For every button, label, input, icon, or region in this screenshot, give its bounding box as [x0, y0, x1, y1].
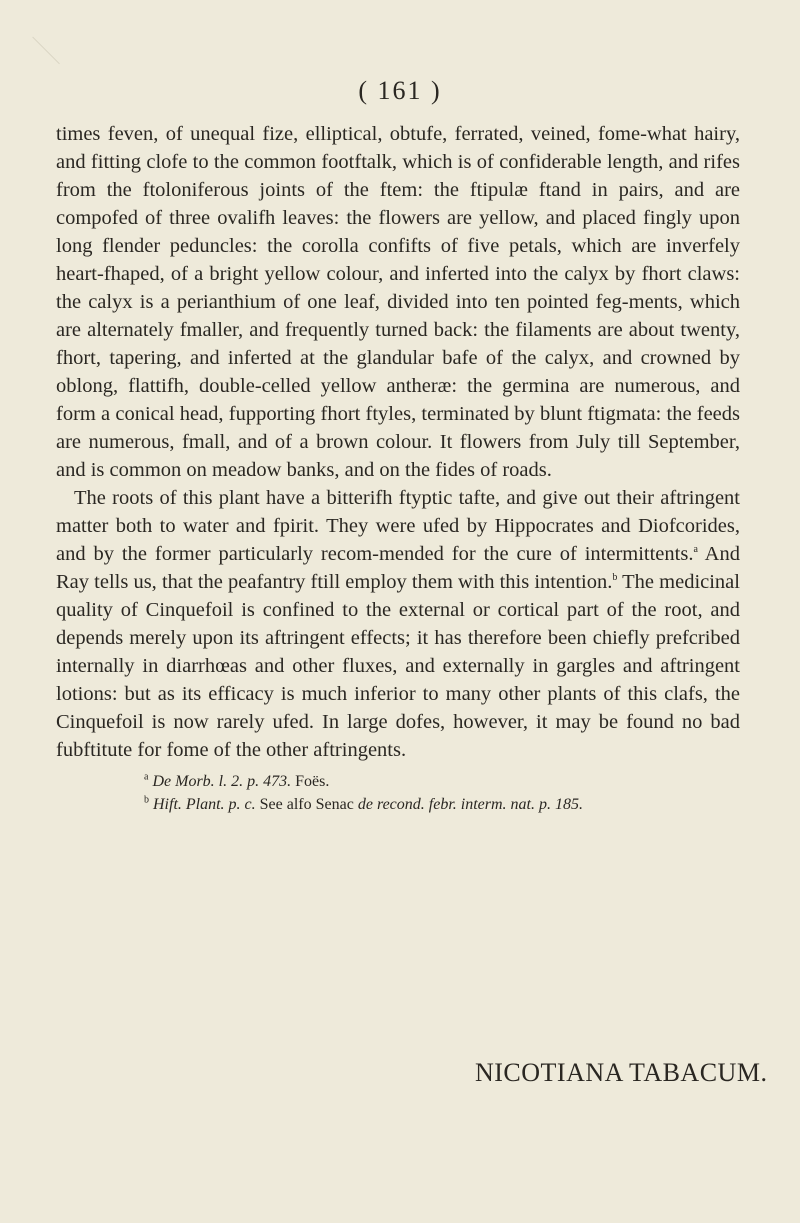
page-corner-mark [32, 10, 86, 64]
paragraph-text-part: And Ray tells us, that the peafantry ftill employ them with this intention. [56, 543, 740, 593]
footnote-ref-b[interactable]: b [612, 572, 618, 584]
footnote-source: De Morb. l. 2. p. 473. [152, 773, 292, 790]
page-number: ( 161 ) [358, 76, 442, 105]
footnote-see-title: de recond. febr. interm. nat. p. 185. [357, 796, 583, 813]
paragraph-text-part: The roots of this plant have a bitterifh ftyptic tafte, and give out their aftringent matter both to water and fpirit. They were ufed by Hippocrates and Diofcorides, and by the former particularly recom-mended for the cure of intermittents. [56, 487, 740, 565]
footnotes [56, 770, 740, 816]
footnote-a [56, 770, 740, 793]
footnote-see-text: See alfo Senac [259, 796, 354, 813]
footnote-author: Foës. [295, 773, 330, 790]
footnote-marker: b [144, 794, 149, 806]
footnote-marker: a [144, 771, 149, 783]
footnote-source: Hift. Plant. p. c. [153, 796, 256, 813]
body-text [56, 120, 740, 764]
catchword: NICOTIANA TABACUM. [475, 1058, 768, 1087]
paragraph-text-part: The medicinal quality of Cinquefoil is confined to the external or cortical part of the root, and depends merely upon its aftringent effects; it has therefore been chiefly prefcribed internally in diarrhœas and other fluxes, and externally in gargles and aftringent lotions: but as its efficacy is much inferior to many other plants of this clafs, the Cinquefoil is now rarely ufed. In large dofes, however, it may be found no bad fubftitute for fome of the other aftringents. [56, 571, 740, 761]
paragraph-medicinal-use [56, 484, 740, 764]
footnote-b [56, 793, 740, 816]
paragraph-description: times feven, of unequal fize, elliptical, obtufe, ferrated, veined, fome-what hairy, and fitting clofe to the common footftalk, which is of confiderable length, and rifes from the ftoloniferous joints of the ftem: the ftipulæ ftand in pairs, and are compofed of three ovalifh leaves: the flowers are yellow, and placed fingly upon long flender peduncles: the corolla confifts of five petals, which are inverfely heart-fhaped, of a bright yellow colour, and inferted into the calyx by fhort claws: the calyx is a perianthium of one leaf, divided into ten pointed feg-ments, which are alternately fmaller, and frequently turned back: the filaments are about twenty, fhort, tapering, and inferted at the glandular bafe of the calyx, and crowned by oblong, flattifh, double-celled yellow antheræ: the germina are numerous, and form a conical head, fupporting fhort ftyles, terminated by blunt ftigmata: the feeds are numerous, fmall, and of a brown colour. It flowers from July till September, and is common on meadow banks, and on the fides of roads. [56, 123, 740, 481]
footnote-ref-a[interactable]: a [693, 544, 698, 556]
